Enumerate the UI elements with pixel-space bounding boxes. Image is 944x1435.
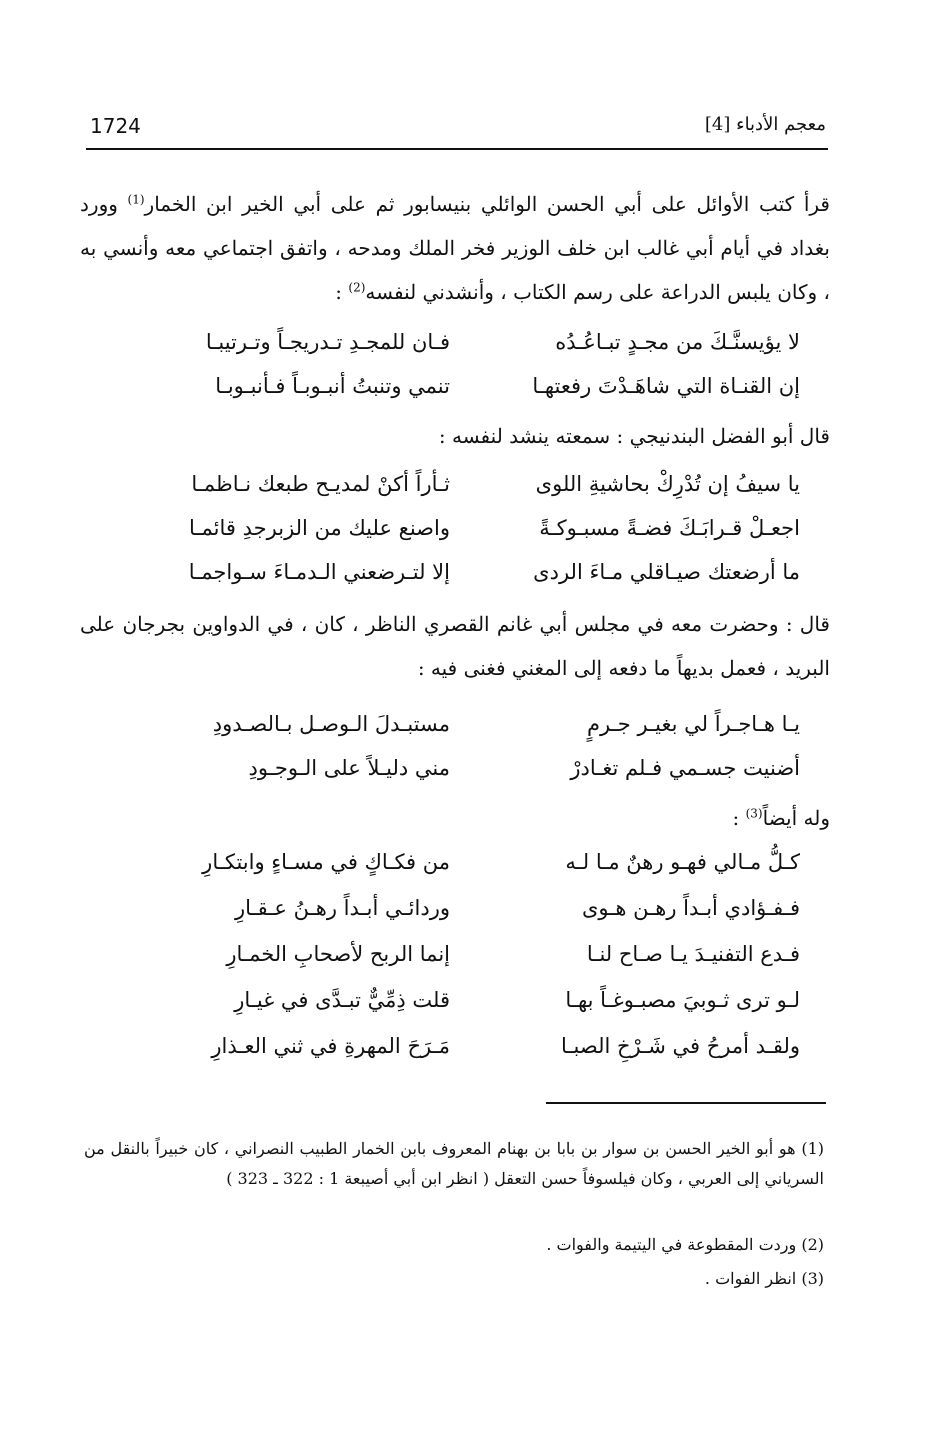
paragraph-1-line-1: قرأ كتب الأوائل على أبي الحسن الوائلي بنيسابور ثم على أبي الخير ابن الخمار: [144, 192, 830, 216]
verse-first-hemistich: اجعـلْ قـرابَـكَ فضـةً مسبـوكـةً: [539, 516, 800, 540]
verse-first-hemistich: إن القنـاة التي شاهَـدْتَ رفعتهـا: [532, 374, 800, 398]
verse-line: [120, 702, 800, 746]
paragraph-1-tail: :: [335, 280, 349, 304]
verse-second-hemistich: فـان للمجـدِ تـدريجـاً وتـرتيبـا: [205, 330, 450, 354]
footnote-2-number: (2): [801, 1235, 824, 1254]
verse-first-hemistich: أضنيت جسـمي فـلم تغـادرْ: [570, 756, 800, 780]
verse-line: [120, 886, 800, 930]
verse-second-hemistich: قلت ذِمِّيٌّ تبـدَّى في غيـارِ: [234, 988, 450, 1012]
verse-second-hemistich: من فكـاكٍ في مسـاءٍ وابتكـارِ: [202, 850, 450, 874]
footnote-rule: [546, 1102, 826, 1104]
paragraph-1-rest: وورد بغداد في أيام أبي غالب ابن خلف الوزير فخر الملك ومدحه ، واتفق اجتماعي معه وأنسي به ، وكان يلبس الدراعة على رسم الكتاب ، وأنشدني لنفسه: [80, 192, 830, 304]
footnote-3-text: انظر الفوات .: [704, 1269, 797, 1288]
verse-second-hemistich: مني دليـلاً على الـوجـودِ: [248, 756, 450, 780]
verse-line: [120, 978, 800, 1022]
verse-line: [120, 462, 800, 506]
verse-second-hemistich: وردائـي أبـداً رهـنُ عـقـارِ: [234, 896, 450, 920]
verse-line: [120, 550, 800, 594]
paragraph-2-text: قال أبو الفضل البندنيجي : سمعته ينشد لنفسه :: [438, 424, 830, 448]
paragraph-1: [80, 182, 830, 314]
paragraph-2: [80, 414, 830, 458]
verse-first-hemistich: فـفـؤادي أبـداً رهـن هـوى: [581, 896, 800, 920]
verse-second-hemistich: واصنع عليك من الزبرجدِ قائمـا: [188, 516, 450, 540]
verse-second-hemistich: مستبـدلَ الـوصـل بـالصـدودِ: [212, 712, 450, 736]
verse-first-hemistich: كـلُّ مـالي فهـو رهنٌ مـا لـه: [565, 850, 800, 874]
page-number: 1724: [90, 114, 141, 138]
verse-line: [120, 840, 800, 884]
verse-first-hemistich: ولقـد أمرحُ في شَـرْخِ الصبـا: [560, 1034, 800, 1058]
verse-line: [120, 1024, 800, 1068]
verse-second-hemistich: تنمي وتنبتُ أنبـوبـاً فـأنبـوبـا: [215, 374, 450, 398]
footnote-3-number: (3): [801, 1269, 824, 1288]
footnote-2: [300, 1230, 824, 1260]
paragraph-4: [80, 796, 830, 840]
footnote-1: [84, 1134, 824, 1194]
footnote-ref-3: (3): [745, 806, 763, 821]
footnote-3: [300, 1264, 824, 1294]
footnote-1-number: (1): [801, 1139, 825, 1158]
verse-first-hemistich: ما أرضعتك صيـاقلي مـاءَ الردى: [533, 560, 800, 584]
verse-line: [120, 932, 800, 976]
paragraph-3-text: قال : وحضرت معه في مجلس أبي غانم القصري الناظر ، كان ، في الدواوين بجرجان على البريد ، فعمل بديهاً ما دفعه إلى المغني فغنى فيه :: [80, 612, 830, 680]
verse-first-hemistich: لا يؤيسنَّـكَ من مجـدٍ تبـاعُـدُه: [555, 330, 800, 354]
paragraph-4-text: وله أيضاً: [762, 806, 830, 830]
verse-second-hemistich: إلا لتـرضعني الـدمـاءَ سـواجمـا: [188, 560, 450, 584]
verse-line: [120, 506, 800, 550]
paragraph-4-tail: :: [732, 806, 746, 830]
verse-first-hemistich: فـدع التفنيـدَ يـا صـاح لنـا: [586, 942, 800, 966]
verse-line: [120, 320, 800, 364]
header-rule: [86, 148, 828, 150]
footnote-ref-1: (1): [127, 192, 145, 207]
footnote-ref-2: (2): [348, 280, 366, 295]
page-header: [86, 110, 826, 150]
verse-second-hemistich: ثـأراً أكنْ لمديـح طبعك نـاظمـا: [191, 472, 450, 496]
running-title: معجم الأدباء [4]: [704, 114, 826, 135]
verse-line: [120, 746, 800, 790]
verse-line: [120, 364, 800, 408]
verse-first-hemistich: يا سيفُ إن تُدْرِكْ بحاشيةِ اللوى: [535, 472, 800, 496]
verse-second-hemistich: مَـرَحَ المهرةِ في ثني العـذارِ: [211, 1034, 450, 1058]
footnote-1-text: هو أبو الخير الحسن بن سوار بن بابا بن بهنام المعروف بابن الخمار الطبيب النصراني ، كان خبيراً بالنقل من السرياني إلى العربي ، وكان فيلسوفاً حسن التعقل ( انظر ابن أبي أصيبعة 1 : 322 ـ 323 ): [84, 1139, 824, 1188]
footnote-2-text: وردت المقطوعة في اليتيمة والفوات .: [546, 1235, 797, 1254]
paragraph-3: [80, 602, 830, 690]
verse-second-hemistich: إنما الربح لأصحابِ الخمـارِ: [226, 942, 450, 966]
verse-first-hemistich: لـو ترى ثـوبيَ مصبـوغـاً بهـا: [565, 988, 800, 1012]
verse-first-hemistich: يـا هـاجـراً لي بغيـر جـرمٍ: [587, 712, 800, 736]
